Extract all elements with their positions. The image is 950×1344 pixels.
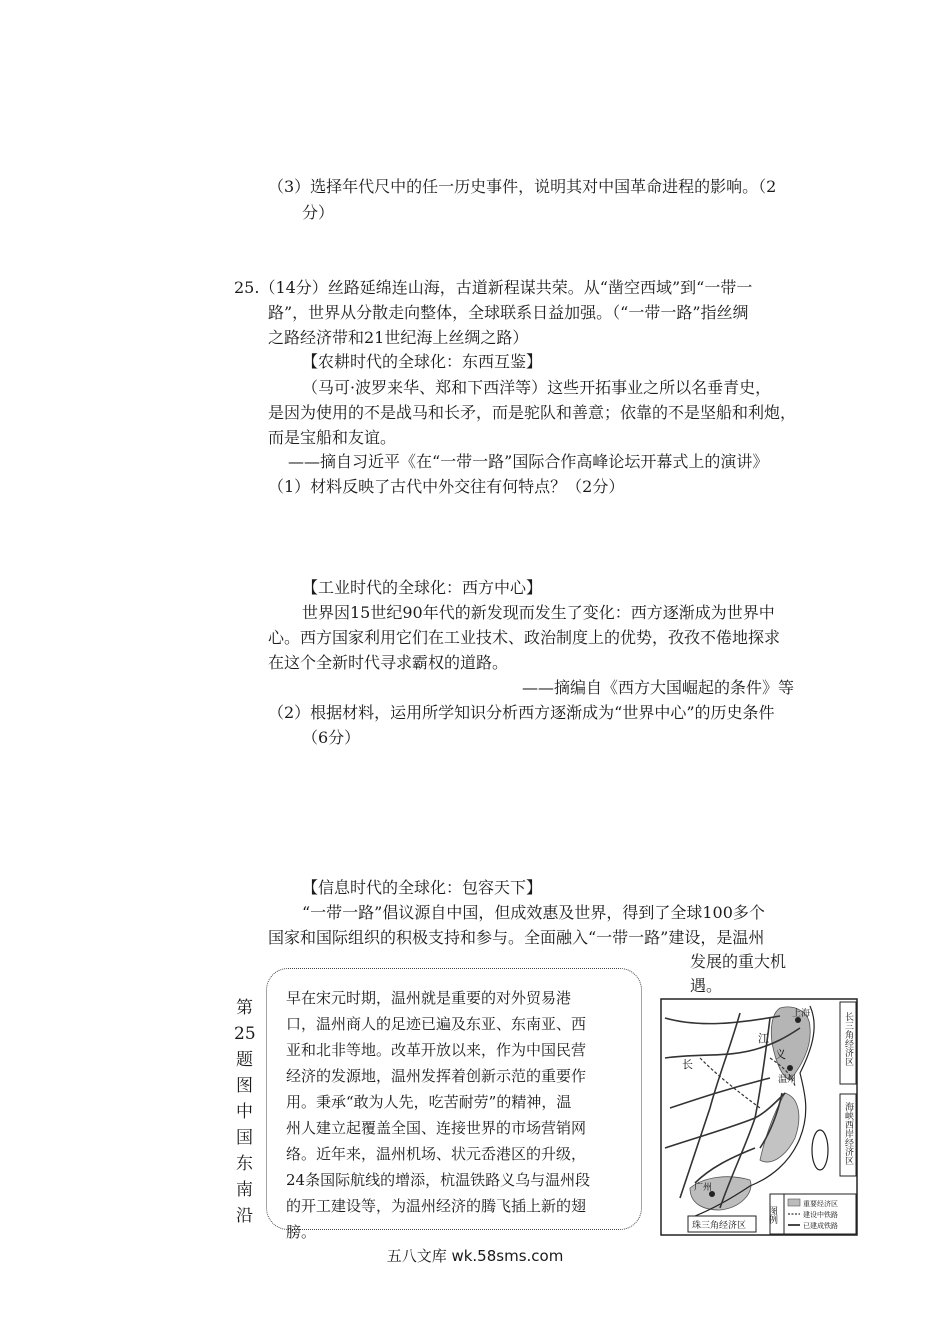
section2-material-line3: 在这个全新时代寻求霸权的道路。 bbox=[268, 653, 509, 672]
box-line: 24条国际航线的增添，杭温铁路义乌与温州段 bbox=[286, 1171, 591, 1189]
box-line: 州人建立起覆盖全国、连接世界的市场营销网 bbox=[286, 1119, 587, 1137]
section1-source: ——摘自习近平《在“一带一路”国际合作高峰论坛开幕式上的演讲》 bbox=[288, 452, 769, 471]
city-marker-wenzhou bbox=[787, 1065, 793, 1071]
legend-item: 已建成铁路 bbox=[803, 1222, 838, 1230]
section1-material-line2: 是因为使用的不是战马和长矛，而是驼队和善意；依靠的不是坚船和利炮， bbox=[268, 403, 797, 422]
box-line: 口，温州商人的足迹已遍及东亚、东南亚、西 bbox=[286, 1015, 587, 1033]
box-line: 经济的发源地，温州发挥着创新示范的重要作 bbox=[286, 1067, 587, 1085]
caption-char: 中 bbox=[236, 1102, 253, 1122]
label-guangzhou: 广州 bbox=[694, 1183, 713, 1193]
section2-heading: 【工业时代的全球化：西方中心】 bbox=[302, 578, 543, 597]
q25-intro-line1: 25.（14分）丝路延绵连山海，古道新程谋共荣。从“凿空西域”到“一带一 bbox=[234, 278, 753, 297]
label-wenzhou: 温州 bbox=[778, 1075, 797, 1085]
section2-question-line2: （6分） bbox=[302, 728, 361, 747]
section1-heading: 【农耕时代的全球化：东西互鉴】 bbox=[302, 352, 543, 371]
caption-char: 图 bbox=[236, 1076, 253, 1096]
caption-char: 25 bbox=[234, 1024, 256, 1044]
caption-char: 东 bbox=[236, 1154, 253, 1174]
legend-title: 图例 bbox=[767, 1206, 777, 1224]
section2-question-line1: （2）根据材料，运用所学知识分析西方逐渐成为“世界中心”的历史条件 bbox=[268, 703, 775, 722]
map-legend bbox=[767, 1194, 856, 1234]
label-shanghai: 上海 bbox=[792, 1009, 811, 1019]
section3-material-line1: “一带一路”倡议源自中国，但成效惠及世界，得到了全球100多个 bbox=[302, 903, 765, 922]
caption-char: 国 bbox=[236, 1128, 253, 1148]
box-line: 的开工建设等，为温州经济的腾飞插上新的翅 bbox=[286, 1197, 587, 1215]
box-line: 用。秉承“敢为人先，吃苦耐劳”的精神，温 bbox=[286, 1093, 572, 1111]
caption-char: 题 bbox=[236, 1050, 253, 1070]
box-line: 膀。 bbox=[286, 1223, 317, 1241]
box-line: 络。近年来，温州机场、状元岙港区的升级， bbox=[286, 1145, 587, 1163]
section3-material-line4: 遇。 bbox=[690, 976, 723, 995]
section3-heading: 【信息时代的全球化：包容天下】 bbox=[302, 878, 543, 897]
label-yi: 义 bbox=[775, 1048, 786, 1061]
label-yangtze-zone: 长三角经济区 bbox=[843, 1012, 853, 1066]
section2-material-line2: 心。西方国家利用它们在工业技术、政治制度上的优势，孜孜不倦地探求 bbox=[268, 628, 781, 647]
legend-item: 重要经济区 bbox=[803, 1200, 838, 1208]
caption-char: 南 bbox=[236, 1180, 253, 1200]
section1-material-line1: （马可·波罗来华、郑和下西洋等）这些开拓事业之所以名垂青史， bbox=[302, 378, 772, 397]
watermark: 五八文库 wk.58sms.com bbox=[386, 1247, 564, 1265]
section3-material-line3: 发展的重大机 bbox=[690, 952, 787, 971]
label-jiang: 江 bbox=[758, 1032, 769, 1045]
section2-material-line1: 世界因15世纪90年代的新发现而发生了变化：西方逐渐成为世界中 bbox=[302, 603, 775, 622]
taiwan-island bbox=[812, 1130, 828, 1170]
label-chang: 长 bbox=[682, 1058, 693, 1071]
southeast-coast-map bbox=[660, 998, 860, 1238]
section1-material-line3: 而是宝船和友谊。 bbox=[268, 428, 397, 447]
section2-source: ——摘编自《西方大国崛起的条件》等 bbox=[522, 678, 795, 697]
section3-material-line2: 国家和国际组织的积极支持和参与。全面融入“一带一路”建设，是温州 bbox=[268, 928, 765, 947]
legend-item: 建设中铁路 bbox=[803, 1211, 838, 1219]
box-line: 亚和北非等地。改革开放以来，作为中国民营 bbox=[286, 1041, 587, 1059]
q25-intro-line2: 路”，世界从分散走向整体，全球联系日益加强。（“一带一路”指丝绸 bbox=[268, 303, 749, 322]
caption-char: 沿 bbox=[236, 1206, 253, 1226]
q24-3-line1: （3）选择年代尺中的任一历史事件，说明其对中国革命进程的影响。（2 bbox=[268, 177, 777, 196]
q24-3-line2: 分） bbox=[302, 203, 335, 222]
q25-intro-line3: 之路经济带和21世纪海上丝绸之路） bbox=[268, 328, 529, 347]
label-strait-zone: 海峡西岸经济区 bbox=[843, 1102, 853, 1165]
box-line: 早在宋元时期，温州就是重要的对外贸易港 bbox=[286, 989, 572, 1007]
caption-char: 第 bbox=[236, 998, 253, 1018]
label-pearl-zone: 珠三角经济区 bbox=[692, 1221, 747, 1231]
section1-question: （1）材料反映了古代中外交往有何特点？（2分） bbox=[268, 477, 625, 496]
